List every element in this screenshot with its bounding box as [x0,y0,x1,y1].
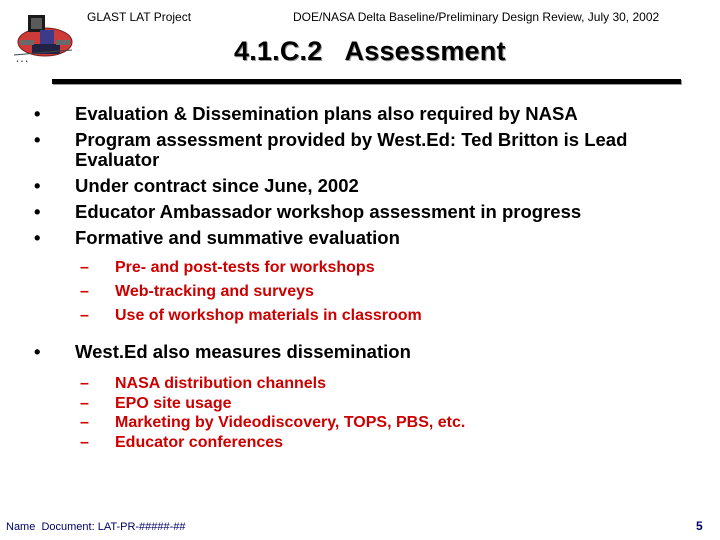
sub-bullet-item [80,433,680,453]
dash-mark: – [80,414,89,431]
dash-mark: – [80,375,89,392]
bullet-text: Under contract since June, 2002 [75,175,359,196]
sub-bullet-text: EPO site usage [115,394,232,412]
bullet-mark: • [34,129,41,150]
svg-text:• • •: • • • [16,59,29,65]
bullet-mark: • [34,201,41,222]
project-label: GLAST LAT Project [87,10,192,24]
slide-title [234,36,506,67]
sub-bullet-text: Marketing by Videodiscovery, TOPS, PBS, etc. [115,414,466,431]
sub-bullet-text: Use of workshop materials in classroom [115,307,422,324]
sub-bullet-text: NASA distribution channels [115,375,326,392]
sub-bullet-list-evaluation [80,258,680,330]
sub-bullet-text: Educator conferences [115,433,284,451]
sub-bullet-item [80,282,680,302]
review-label: DOE/NASA Delta Baseline/Preliminary Design Review, July 30, 2002 [293,10,660,24]
title-divider [52,79,681,84]
dash-mark: – [80,394,89,412]
sub-bullet-text: Pre- and post-tests for workshops [115,259,375,276]
bullet-mark: • [34,341,41,362]
bullet-mark: • [34,103,41,124]
bullet-item [34,342,694,362]
slide-title-text: 4.1.C.2 Assessment [234,36,506,66]
bullet-item [34,104,694,124]
page-number: 5 [696,519,703,533]
bullet-mark: • [34,175,41,196]
bullet-text: West.Ed also measures dissemination [75,341,411,362]
dash-mark: – [80,307,89,324]
sub-bullet-list-dissemination [80,374,680,452]
glast-logo [10,10,76,66]
bullet-text: Formative and summative evaluation [75,227,400,248]
sub-bullet-item [80,413,680,433]
dissemination-bullet-list [34,342,694,362]
footer-document: Name Document: LAT-PR-#####-## [6,521,186,533]
dash-mark: – [80,283,89,300]
bullet-text: Program assessment provided by West.Ed: Ted Britton is Lead Evaluator [75,129,628,170]
sub-bullet-item [80,374,680,394]
sub-bullet-item [80,306,680,326]
sub-bullet-text: Web-tracking and surveys [115,283,314,300]
bullet-item [34,202,694,222]
bullet-mark: • [34,227,41,248]
bullet-item [34,130,694,170]
sub-bullet-item [80,258,680,278]
bullet-text: Educator Ambassador workshop assessment in progress [75,201,582,222]
bullet-text: Evaluation & Dissemination plans also required by NASA [75,103,578,124]
bullet-item [34,176,694,196]
main-bullet-list [34,104,694,254]
dash-mark: – [80,259,89,276]
sub-bullet-item [80,394,680,414]
bullet-item [34,228,694,248]
dash-mark: – [80,433,89,451]
